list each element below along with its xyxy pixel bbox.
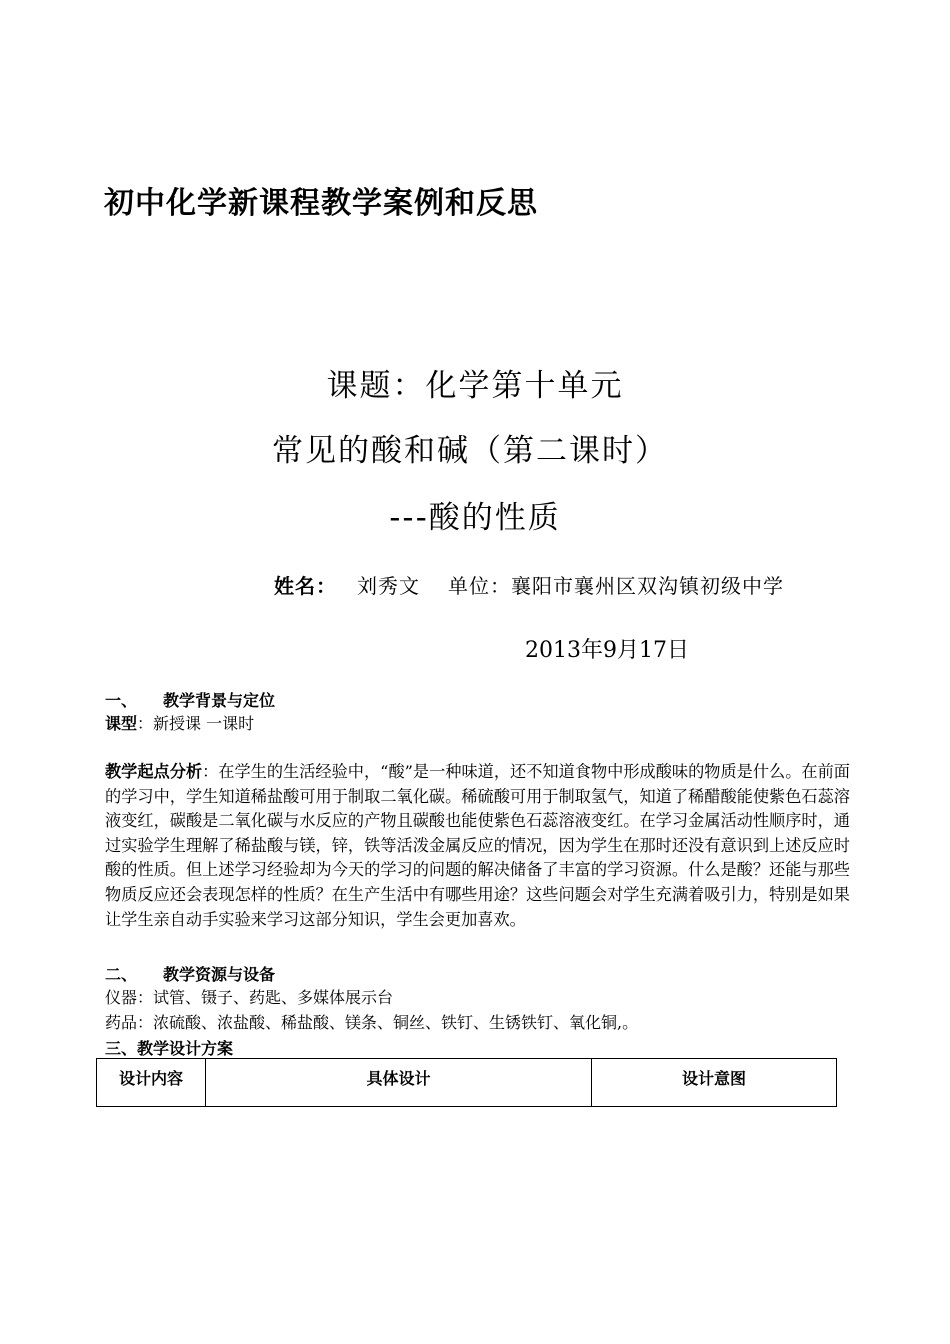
section-2-number: 二、 bbox=[105, 965, 138, 984]
section-1-heading bbox=[105, 688, 275, 711]
lesson-type-label: 课型 bbox=[105, 714, 138, 733]
author-name-label: 姓名： bbox=[274, 574, 337, 598]
document-date: 2013年9月17日 bbox=[525, 638, 689, 663]
starting-point-analysis bbox=[105, 760, 850, 932]
author-info bbox=[274, 570, 784, 599]
analysis-text: ：在学生的生活经验中，“酸”是一种味道，还不知道食物中形成酸味的物质是什么。在前面的学习中，学生知道稀盐酸可用于制取二氧化碳。稀硫酸可用于制取氢气，知道了稀醋酸能使紫色石蕊溶液变红，碳酸是二氧化碳与水反应的产物且碳酸也能使紫色石蕊溶液变红。在学习金属活动性顺序时，通过实验学生理解了稀盐酸与镁，锌，铁等活泼金属反应的情况，因为学生在那时还没有意识到上述反应时酸的性质。但上述学习经验却为今天的学习的问题的解决储备了丰富的学习资源。什么是酸？还能与那些物质反应还会表现怎样的性质？在生产生活中有哪些用途？这些问题会对学生充满着吸引力，特别是如果让学生亲自动手实验来学习这部分知识，学生会更加喜欢。 bbox=[105, 762, 850, 929]
lesson-title-line-2: 常见的酸和碱（第二课时） bbox=[272, 433, 668, 469]
section-1-title: 教学背景与定位 bbox=[163, 691, 276, 710]
table-header-cell: 具体设计 bbox=[206, 1059, 592, 1107]
table-header-cell: 设计内容 bbox=[97, 1059, 206, 1107]
section-1-number: 一、 bbox=[105, 691, 138, 710]
design-plan-table bbox=[96, 1058, 837, 1107]
table-header-row bbox=[97, 1059, 837, 1107]
table-header-cell: 设计意图 bbox=[592, 1059, 837, 1107]
section-2-title: 教学资源与设备 bbox=[163, 965, 276, 984]
author-unit-label: 单位： bbox=[448, 574, 511, 598]
lesson-type-value: ：新授课 一课时 bbox=[137, 714, 255, 733]
section-3-heading: 三、教学设计方案 bbox=[105, 1039, 234, 1058]
author-unit: 襄阳市襄州区双沟镇初级中学 bbox=[511, 574, 784, 598]
chemicals-line: 药品：浓硫酸、浓盐酸、稀盐酸、镁条、铜丝、铁钉、生锈铁钉、氧化铜,。 bbox=[105, 1013, 639, 1032]
lesson-title-line-3: ---酸的性质 bbox=[389, 500, 561, 536]
analysis-label: 教学起点分析 bbox=[105, 762, 203, 781]
lesson-type-line bbox=[105, 712, 254, 737]
document-title: 初中化学新课程教学案例和反思 bbox=[104, 186, 538, 221]
lesson-title-line-1: 课题：化学第十单元 bbox=[326, 368, 624, 404]
author-name: 刘秀文 bbox=[357, 574, 420, 598]
instruments-line: 仪器：试管、镊子、药匙、多媒体展示台 bbox=[105, 988, 394, 1007]
section-2-heading bbox=[105, 962, 275, 985]
